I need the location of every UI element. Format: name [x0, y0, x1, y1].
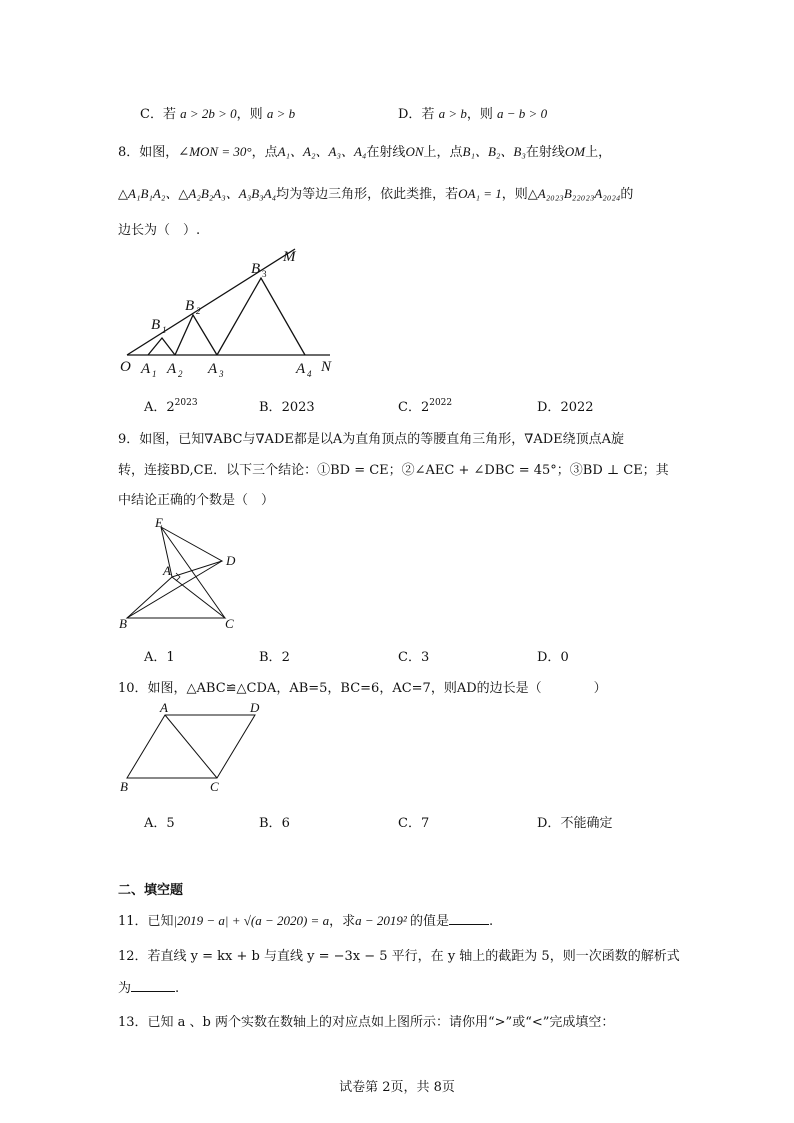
q9-line2: 转，连接BD,CE．以下三个结论：①BD = CE；②∠AEC + ∠DBC = 45°；③BD ⊥ CE；其	[118, 463, 669, 478]
q8-option-b: B．2023	[259, 400, 315, 415]
option-label: C．	[140, 107, 163, 122]
q8-figure	[115, 243, 355, 378]
page-footer: 试卷第 2页，共 8页	[339, 1080, 455, 1095]
q10-line1: 10．如图，△ABC≌△CDA，AB=5，BC=6，AC=7，则AD的边长是（ ）	[118, 681, 607, 696]
label-a: A	[163, 563, 171, 578]
diagonal-ac	[165, 715, 217, 778]
segment-bd	[127, 561, 222, 618]
q7-option-c: C．若 a > 2b > 0，则 a > b	[140, 106, 296, 122]
label-b: B	[120, 779, 128, 794]
q12-line1: 12．若直线 y = kx + b 与直线 y = −3x − 5 平行，在 y 轴上的截距为 5，则一次函数的解析式	[118, 949, 680, 964]
answer-blank	[131, 979, 175, 992]
q10-option-d: D．不能确定	[537, 816, 613, 831]
q8-option-d: D．2022	[537, 400, 594, 415]
label-b1: B	[151, 317, 161, 333]
q8-option-c: C．$2^{2022}$	[398, 398, 453, 415]
label-b1-sub: 1	[162, 325, 167, 335]
label-a3-sub: 3	[219, 369, 224, 378]
q8-line2: △A₁B₁A₂、△A₂B₂A₃、A₃B₃A₄均为等边三角形，依此类推，若OA₁ = 1，则△A₂₀₂₃B₂₂₀₂₃A₂₀₂₄的	[118, 186, 634, 202]
label-d: D	[226, 553, 236, 568]
label-d: D	[250, 703, 260, 715]
q9-option-c: C．3	[398, 650, 430, 665]
label-n: N	[321, 359, 332, 375]
triangle-a1b1a2	[148, 338, 175, 355]
q9-line3: 中结论正确的个数是（ ）	[118, 493, 275, 508]
label-c: C	[225, 616, 234, 631]
label-a1-sub: 1	[152, 369, 157, 378]
q9-option-a: A．1	[144, 650, 175, 665]
q8-option-a: A．$2^{2023}$	[144, 398, 198, 415]
q9-option-b: B．2	[259, 650, 290, 665]
label-a1: A	[141, 361, 151, 377]
label-a4: A	[296, 361, 306, 377]
label-o: O	[120, 359, 131, 375]
q10-option-b: B．6	[259, 816, 290, 831]
label-b2: B	[185, 298, 195, 314]
label-e: E	[155, 515, 163, 530]
option-label: D．	[398, 107, 422, 122]
q10-figure	[115, 703, 275, 798]
q9-line1: 9．如图，已知∇ABC与∇ADE都是以A为直角顶点的等腰直角三角形，∇ADE绕顶点A旋	[118, 432, 625, 447]
label-a2-sub: 2	[178, 369, 183, 378]
section-title: 二、填空题	[118, 883, 184, 898]
q10-option-c: C．7	[398, 816, 430, 831]
answer-blank	[449, 912, 489, 925]
q8-line1: 8．如图，∠MON = 30°，点A₁、A₂、A₃、A₄在射线ON上，点B₁、B₂、B₃在射线OM上，	[118, 144, 612, 160]
label-a: A	[160, 703, 168, 715]
label-b2-sub: 2	[196, 306, 201, 316]
q9-figure	[115, 515, 250, 633]
q12-line2: 为 .	[118, 981, 180, 996]
label-a3: A	[208, 361, 218, 377]
label-a2: A	[167, 361, 177, 377]
ray-om	[127, 249, 295, 355]
label-m: M	[283, 249, 296, 265]
q11-line: 11．已知|2019 − a| + √(a − 2020) = a，求a − 2019² 的值是 .	[118, 913, 494, 929]
q8-line3: 边长为（ ）.	[118, 223, 201, 238]
label-b: B	[119, 616, 127, 631]
q7-option-d: D．若 a > b，则 a − b > 0	[398, 106, 548, 122]
q10-option-a: A．5	[144, 816, 175, 831]
label-c: C	[210, 779, 219, 794]
label-a4-sub: 4	[307, 369, 312, 378]
q9-option-d: D．0	[537, 650, 569, 665]
q13-line1: 13．已知 a 、b 两个实数在数轴上的对应点如上图所示：请你用“>”或“<”完成填空：	[118, 1015, 615, 1030]
label-b3-sub: 3	[262, 269, 267, 279]
label-b3: B	[251, 261, 261, 277]
